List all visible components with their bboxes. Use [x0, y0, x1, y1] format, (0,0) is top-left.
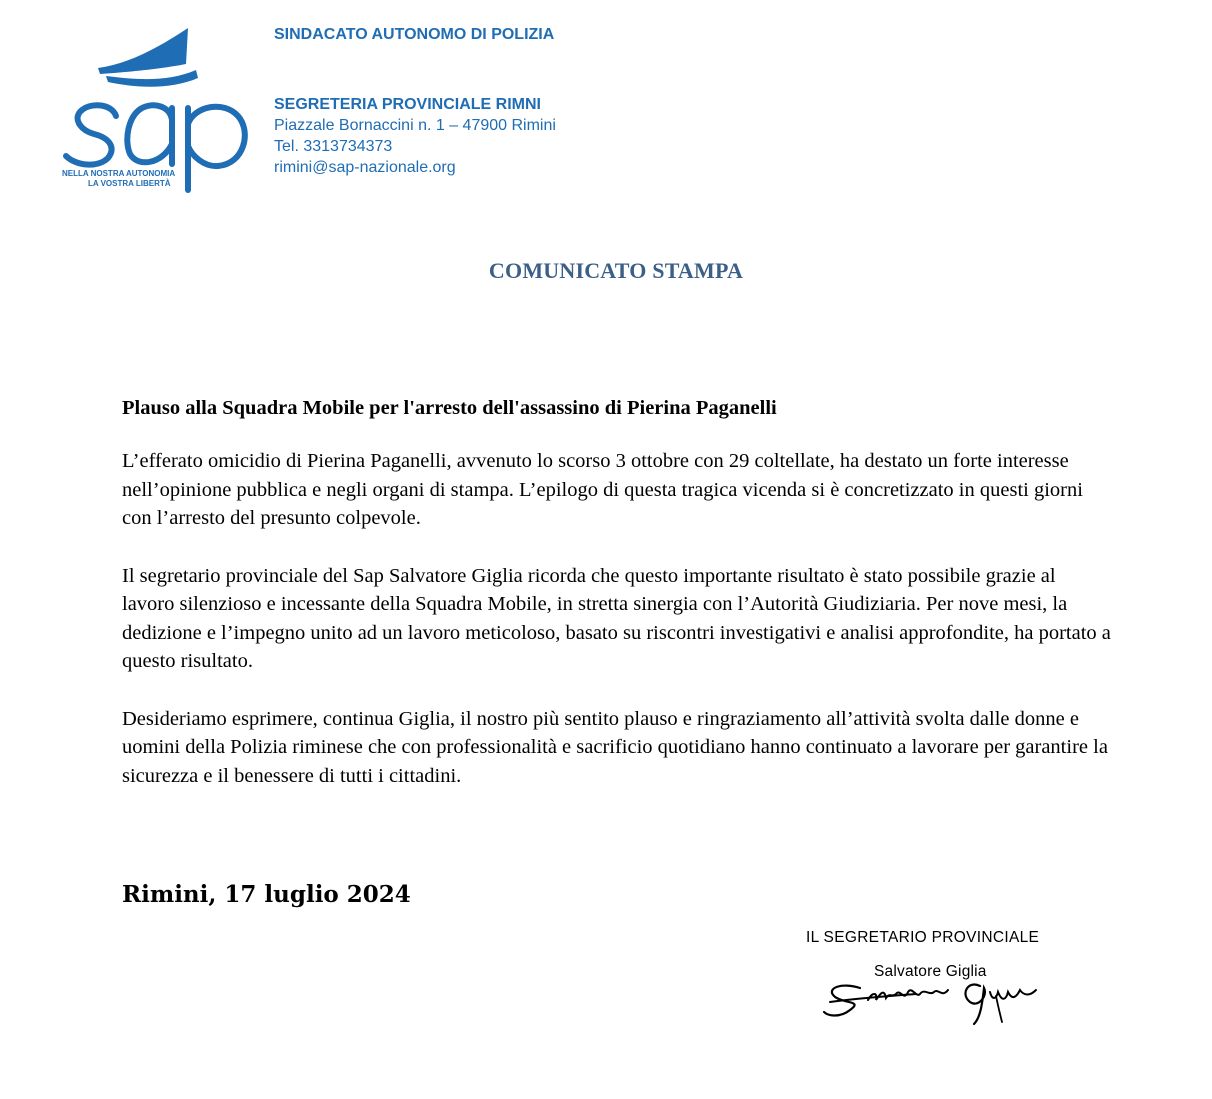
signature-scribble — [820, 966, 1050, 1034]
signatory-role: IL SEGRETARIO PROVINCIALE — [806, 929, 1040, 946]
body-paragraph-2: Il segretario provinciale del Sap Salvatore Giglia ricorda che questo importante risultato è stato possibile grazie al lavoro silenzioso e incessante della Squadra Mobile, in stretta sinergia con l’Autorità Giudiziaria. Per nove mesi, la dedizione e l’impegno unito ad un lavoro meticoloso, basato su riscontri investigativi e analisi approfondite, ha portato a questo risultato. — [122, 564, 1111, 672]
logo-tagline-2: LA VOSTRA LIBERTÀ — [88, 179, 171, 188]
organization-header — [274, 24, 556, 178]
sap-logo-graphic — [58, 24, 254, 196]
press-headline: Plauso alla Squadra Mobile per l'arresto dell'assassino di Pierina Paganelli — [122, 397, 777, 419]
office-phone: Tel. 3313734373 — [274, 138, 393, 155]
org-name: SINDACATO AUTONOMO DI POLIZIA — [274, 26, 555, 43]
office-name: SEGRETERIA PROVINCIALE RIMNI — [274, 96, 541, 113]
document-body — [122, 394, 1112, 819]
signatory-name: Salvatore Giglia — [874, 963, 987, 980]
handwritten-signature — [820, 966, 1050, 1034]
document-date: Rimini, 17 luglio 2024 — [122, 881, 411, 908]
body-paragraph-1: L’efferato omicidio di Pierina Paganelli, avvenuto lo scorso 3 ottobre con 29 coltellate, ha destato un forte interesse nell’opinione pubblica e negli organi di stampa. L’epilogo di questa tragica vicenda si è concretizzato in questi giorni con l’arresto del presunto colpevole. — [122, 450, 1083, 529]
document-title: COMUNICATO STAMPA — [488, 258, 744, 283]
office-email[interactable]: rimini@sap-nazionale.org — [274, 159, 456, 176]
office-address: Piazzale Bornaccini n. 1 – 47900 Rimini — [274, 117, 556, 134]
logo-tagline-1: NELLA NOSTRA AUTONOMIA — [62, 169, 176, 178]
sap-logo — [58, 24, 254, 196]
police-cap-icon — [98, 28, 188, 74]
body-paragraph-3: Desideriamo esprimere, continua Giglia, il nostro più sentito plauso e ringraziamento all’attività svolta dalle donne e uomini della Polizia riminese che con professionalità e sacrificio quotidiano hanno continuato a lavorare per garantire la sicurezza e il benessere di tutti i cittadini. — [122, 707, 1108, 787]
